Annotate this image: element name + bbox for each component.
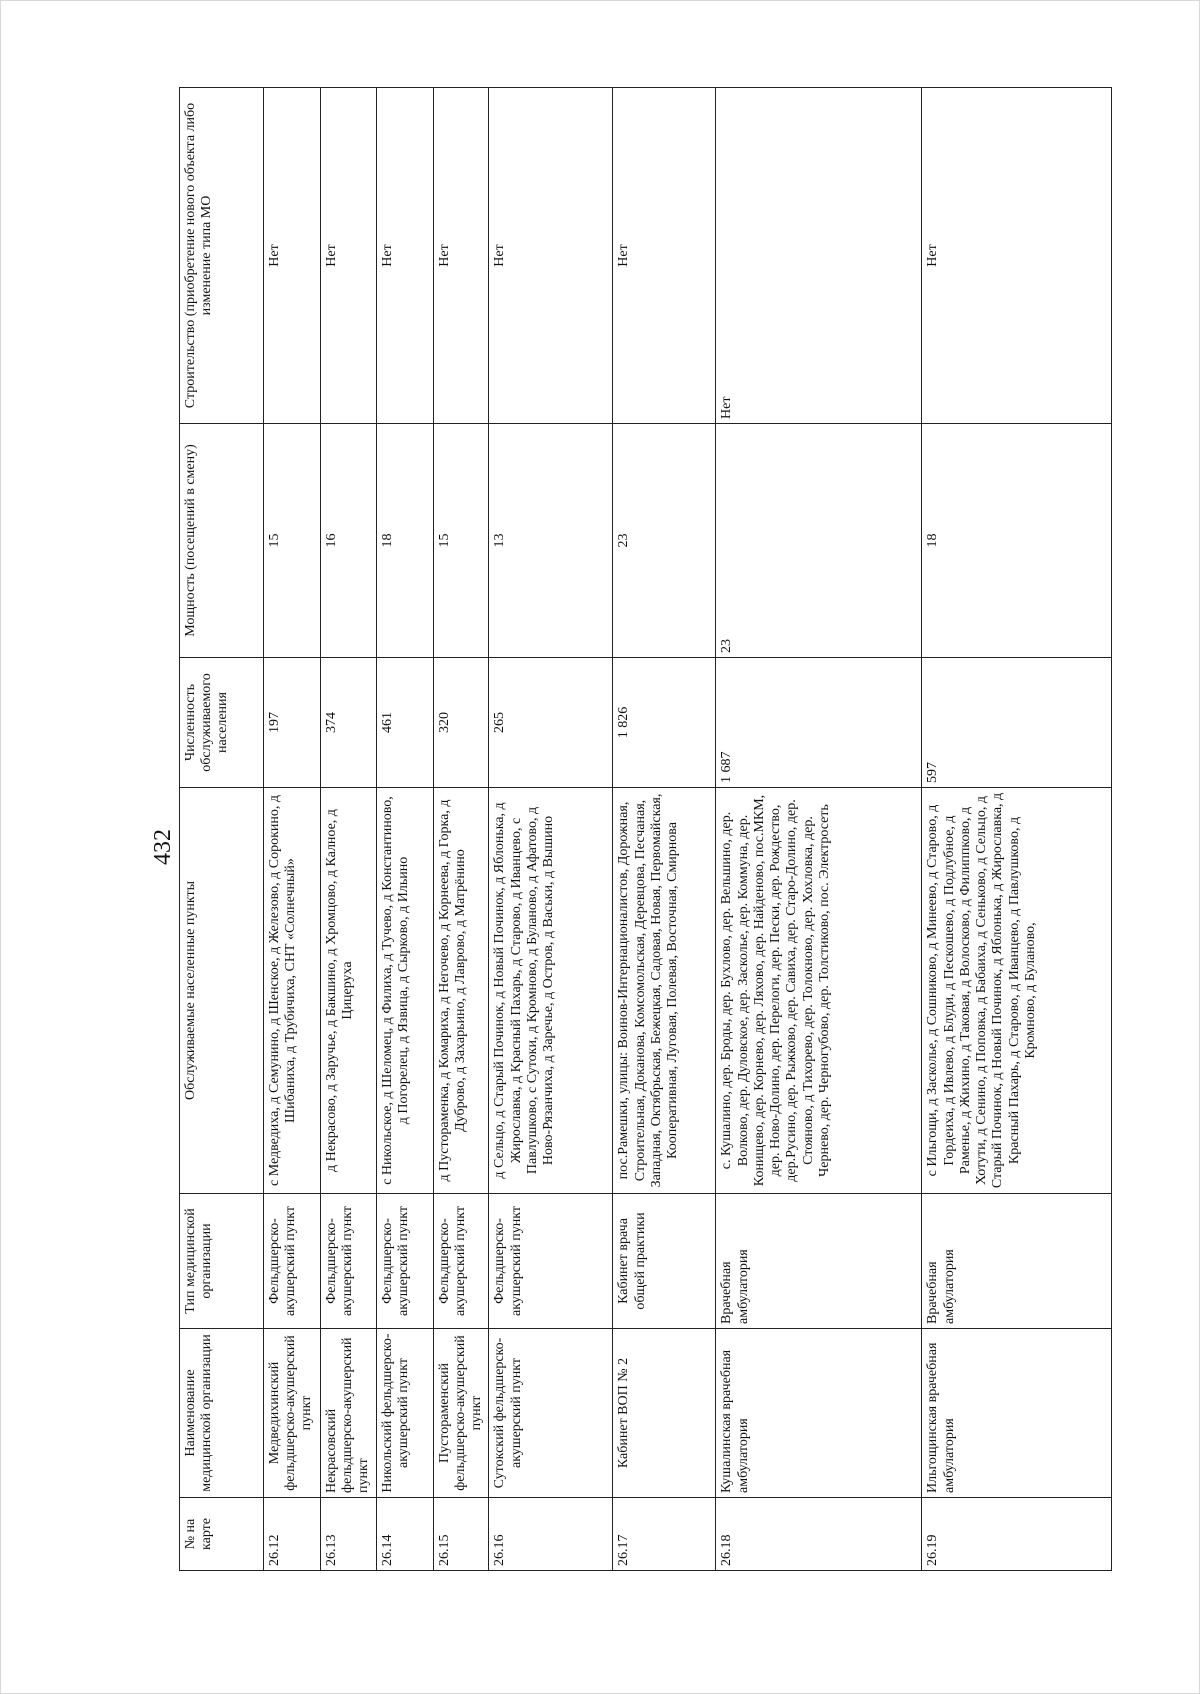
header-construction: Строительство (приобретение нового объекта либо изменение типа МО [180, 88, 264, 424]
table-row [613, 88, 716, 1571]
cell-organization-type: Врачебная амбулатория [716, 1194, 922, 1329]
cell-served-settlements: д Сельцо, д Старый Починок, д Новый Починок, д Яблонька, д Жирославка, д Красный Пахарь, д Старово, д Иванцево, с Павлушково, с Сутоки, д Кромново, д Буланово, д Афатово, д Ново-Рязанчиха, д Заречье, д Остров, д Васьки, д Вышино [489, 788, 613, 1194]
table-row [376, 88, 433, 1571]
medical-organizations-table [179, 87, 1112, 1571]
cell-served-settlements: с Ильгощи, д Засколье, д Сошниково, д Минеево, д Старово, д Гордеиха, д Ивлево, д Блуди, д Пескошево, д Подлубное, д Раменье, д Жихино, д Таковая, д Волосково, д Филиппково, д Хотути, д Сенино, д Поповка, д Бабаиха, д Сеньково, д Сельцо, д Старый Починок, д Новый Починок, д Яблонька, д Жирославка, д Красный Пахарь, д Старово, д Иванцево, д Павлушково, д Кромново, д Буланово, [922, 788, 1112, 1194]
cell-served-settlements: д Пустораменка, д Комариха, д Негочево, д Корнеева, д Горка, д Дуброво, д Захарьино, д Лаврово, д Матрёнино [433, 788, 489, 1194]
cell-capacity: 15 [433, 424, 489, 658]
header-capacity: Мощность (посещений в смену) [180, 424, 264, 658]
cell-capacity: 23 [613, 424, 716, 658]
cell-map-number: 26.18 [716, 1498, 922, 1571]
table-row [433, 88, 489, 1571]
cell-served-settlements: с. Кушалино, дер. Броды, дер. Бухлово, дер. Вельшино, дер. Волково, дер. Дуловское, дер. Заскол​ье, дер. Коммуна, дер. Конищево, дер. Корнево, дер. Ляхово, дер. Найденово, пос.МКМ, дер. Ново-Долино, дер. Перелоги, дер. Пески, дер. Рождество, дер.Русино, дер. Рыжково, дер. Савиха, дер. Старо-Долино, дер. Стояново, д Тихорево, дер. Толокново, дер. Хохловка, дер. Чернево, дер. Черногубово, дер. Толстиково, пос. Электросеть [716, 788, 922, 1194]
cell-organization-name: Ильгощинская врачебная амбулатория [922, 1329, 1112, 1498]
cell-served-settlements: пос.Рамешки, улицы: Воинов-Интернационалистов, Дорожная, Строительная, Доканова, Комсомольская, Деревцова, Песчаная, Западная, Октябрьская, Бежецкая, Садовая, Новая, Первомайская, Кооперативная, Луговая, Полевая, Восточная, Смирнова [613, 788, 716, 1194]
cell-map-number: 26.14 [376, 1498, 433, 1571]
table-row [716, 88, 922, 1571]
page-number: 432 [150, 829, 176, 865]
cell-population: 597 [922, 658, 1112, 788]
rotated-table-container [179, 88, 1094, 1571]
cell-organization-type: Врачебная амбулатория [922, 1194, 1112, 1329]
cell-capacity: 15 [264, 424, 321, 658]
cell-organization-type: Фельдшерско-акушерский пункт [321, 1194, 377, 1329]
table-row [922, 88, 1112, 1571]
cell-organization-type: Фельдшерско-акушерский пункт [376, 1194, 433, 1329]
table-row [321, 88, 377, 1571]
cell-served-settlements: с Никольское, д Шеломец, д Филиха, д Тучево, д Константиново, д Погорелец, д Язвица, д Сырково, д Ильино [376, 788, 433, 1194]
cell-organization-name: Кушалинская врачебная амбулатория [716, 1329, 922, 1498]
cell-served-settlements: с Медведиха, д Семунино, д Шенское, д Железово, д Сорокино, д Шибаниха, д Трубичиха, СНТ «Солнечный» [264, 788, 321, 1194]
cell-construction: Нет [321, 88, 377, 424]
cell-construction: Нет [376, 88, 433, 424]
cell-construction: Нет [433, 88, 489, 424]
cell-construction: Нет [716, 88, 922, 424]
cell-map-number: 26.17 [613, 1498, 716, 1571]
cell-construction: Нет [489, 88, 613, 424]
cell-capacity: 16 [321, 424, 377, 658]
cell-capacity: 23 [716, 424, 922, 658]
cell-population: 265 [489, 658, 613, 788]
cell-organization-type: Фельдшерско-акушерский пункт [489, 1194, 613, 1329]
cell-map-number: 26.12 [264, 1498, 321, 1571]
cell-population: 320 [433, 658, 489, 788]
header-organization-name: Наименование медицинской организации [180, 1329, 264, 1498]
cell-map-number: 26.13 [321, 1498, 377, 1571]
cell-organization-type: Кабинет врача общей практики [613, 1194, 716, 1329]
cell-population: 1 687 [716, 658, 922, 788]
cell-map-number: 26.16 [489, 1498, 613, 1571]
cell-organization-name: Сутокский фельдшерско-акушерский пункт [489, 1329, 613, 1498]
cell-organization-name: Пустораменский фельдшерско-акушерский пункт [433, 1329, 489, 1498]
cell-construction: Нет [264, 88, 321, 424]
cell-organization-type: Фельдшерско-акушерский пункт [264, 1194, 321, 1329]
table-row [489, 88, 613, 1571]
cell-population: 461 [376, 658, 433, 788]
cell-construction: Нет [613, 88, 716, 424]
header-organization-type: Тип медицинской организации [180, 1194, 264, 1329]
cell-organization-type: Фельдшерско-акушерский пункт [433, 1194, 489, 1329]
cell-capacity: 18 [376, 424, 433, 658]
cell-organization-name: Кабинет ВОП № 2 [613, 1329, 716, 1498]
cell-organization-name: Некрасовский фельдшерско-акушерский пункт [321, 1329, 377, 1498]
cell-population: 374 [321, 658, 377, 788]
cell-served-settlements: д Некрасово, д Заручье, д Бакшино, д Хромцово, д Калное, д Цицеруха [321, 788, 377, 1194]
header-map-number: № на карте [180, 1498, 264, 1571]
header-population: Численность обслуживаемого населения [180, 658, 264, 788]
cell-capacity: 18 [922, 424, 1112, 658]
cell-organization-name: Медведихинский фельдшерско-акушерский пункт [264, 1329, 321, 1498]
cell-population: 1 826 [613, 658, 716, 788]
cell-construction: Нет [922, 88, 1112, 424]
table-header-row [180, 88, 264, 1571]
cell-population: 197 [264, 658, 321, 788]
cell-map-number: 26.19 [922, 1498, 1112, 1571]
cell-map-number: 26.15 [433, 1498, 489, 1571]
cell-organization-name: Никольский фельдшерско-акушерский пункт [376, 1329, 433, 1498]
table-row [264, 88, 321, 1571]
header-served-settlements: Обслуживаемые населенные пункты [180, 788, 264, 1194]
cell-capacity: 13 [489, 424, 613, 658]
